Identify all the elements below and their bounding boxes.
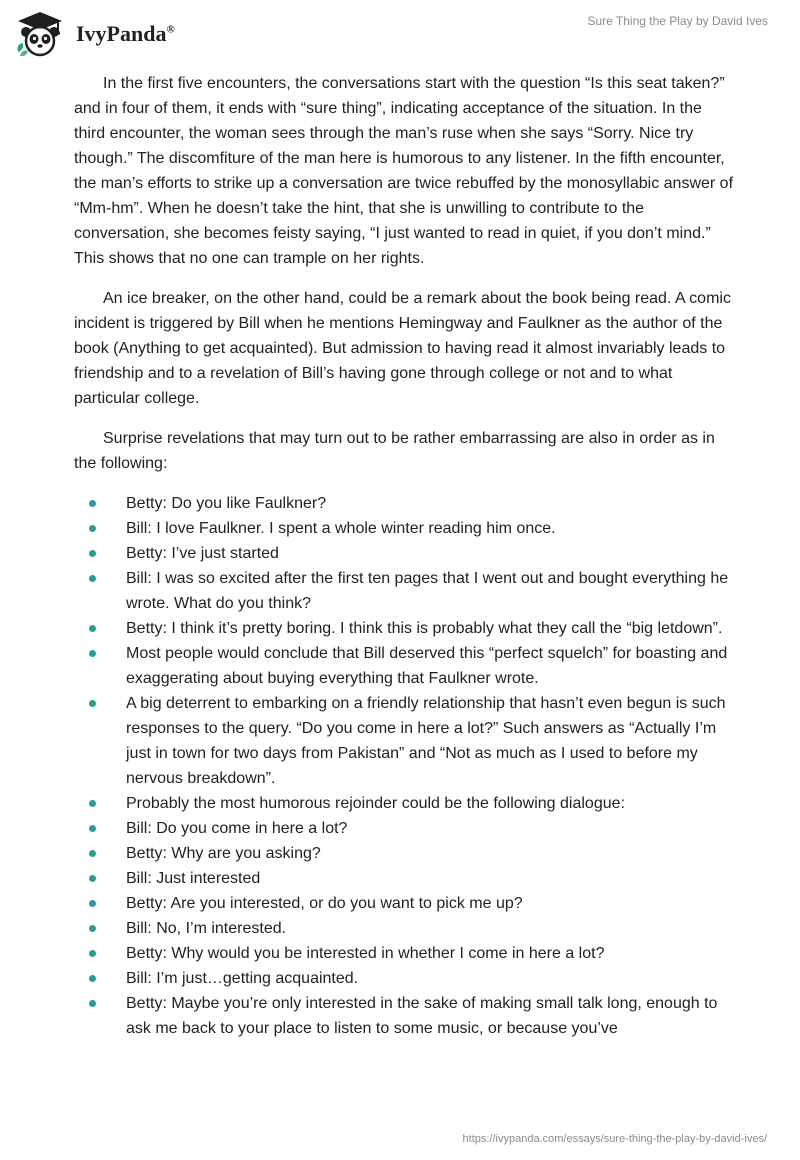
brand-name: IvyPanda® [76,21,175,46]
source-url[interactable]: https://ivypanda.com/essays/sure-thing-the-play-by-david-ives/ [462,1133,767,1145]
bullet-icon [89,875,96,882]
bullet-icon [89,625,96,632]
essay-paragraph: Surprise revelations that may turn out to be rather embarrassing are also in order as in the following: [74,430,715,472]
list-item: Betty: I think it’s pretty boring. I think this is probably what they call the “big letdown”. [74,616,734,641]
list-item: Betty: Why would you be interested in whether I come in here a lot? [74,941,734,966]
list-item: Most people would conclude that Bill deserved this “perfect squelch” for boasting and exaggerating about buying everything that Faulkner wrote. [74,641,734,691]
bullet-icon [89,900,96,907]
bullet-icon [89,925,96,932]
bullet-icon [89,800,96,807]
dialogue-list [74,491,734,1041]
bullet-icon [89,975,96,982]
essay-paragraph: An ice breaker, on the other hand, could be a remark about the book being read. A comic incident is triggered by Bill when he mentions Hemingway and Faulkner as the author of the book (Anything to get acquainted). But admission to having read it almost invariably leads to friendship and to a revelation of Bill’s having gone through college or not and to what particular college. [74,290,731,407]
list-item: Betty: Are you interested, or do you want to pick me up? [74,891,734,916]
list-item: Bill: Do you come in here a lot? [74,816,734,841]
list-item: Betty: Why are you asking? [74,841,734,866]
list-item: Bill: Just interested [74,866,734,891]
bullet-icon [89,650,96,657]
list-item: Bill: I love Faulkner. I spent a whole winter reading him once. [74,516,734,541]
bullet-icon [89,575,96,582]
list-item: Betty: I’ve just started [74,541,734,566]
list-item: Bill: No, I’m interested. [74,916,734,941]
essay-content [74,71,734,1041]
list-item: Bill: I was so excited after the first ten pages that I went out and bought everything he wrote. What do you think? [74,566,734,616]
page-header [0,0,800,70]
bullet-icon [89,1000,96,1007]
bullet-icon [89,550,96,557]
list-item: Betty: Maybe you’re only interested in the sake of making small talk long, enough to ask me back to your place to listen to some music, or because you’ve [74,991,734,1041]
bullet-icon [89,525,96,532]
list-item: Bill: I’m just…getting acquainted. [74,966,734,991]
ivypanda-logo[interactable] [14,10,175,58]
bullet-icon [89,700,96,707]
list-item: Betty: Do you like Faulkner? [74,491,734,516]
bullet-icon [89,500,96,507]
list-item: Probably the most humorous rejoinder could be the following dialogue: [74,791,734,816]
page-title: Sure Thing the Play by David Ives [587,14,768,28]
panda-graduate-icon [14,10,66,58]
bullet-icon [89,850,96,857]
list-item: A big deterrent to embarking on a friendly relationship that hasn’t even begun is such responses to the query. “Do you come in here a lot?” Such answers as “Actually I’m just in town for two days from Pakistan” and “Not as much as I used to before my nervous breakdown”. [74,691,734,791]
essay-paragraph: In the first five encounters, the conversations start with the question “Is this seat taken?” and in four of them, it ends with “sure thing”, indicating acceptance of the situation. In the third encounter, the woman sees through the man’s ruse when she says “Sorry. Nice try though.” The discomfiture of the man here is humorous to any listener. In the fifth encounter, the man’s efforts to strike up a conversation are twice rebuffed by the monosyllabic answer of “Mm-hm”. When he doesn’t take the hint, that she is unwilling to contribute to the conversation, she becomes feisty saying, “I just wanted to read in quiet, if you don’t mind.” This shows that no one can trample on her rights. [74,75,734,267]
bullet-icon [89,825,96,832]
bullet-icon [89,950,96,957]
